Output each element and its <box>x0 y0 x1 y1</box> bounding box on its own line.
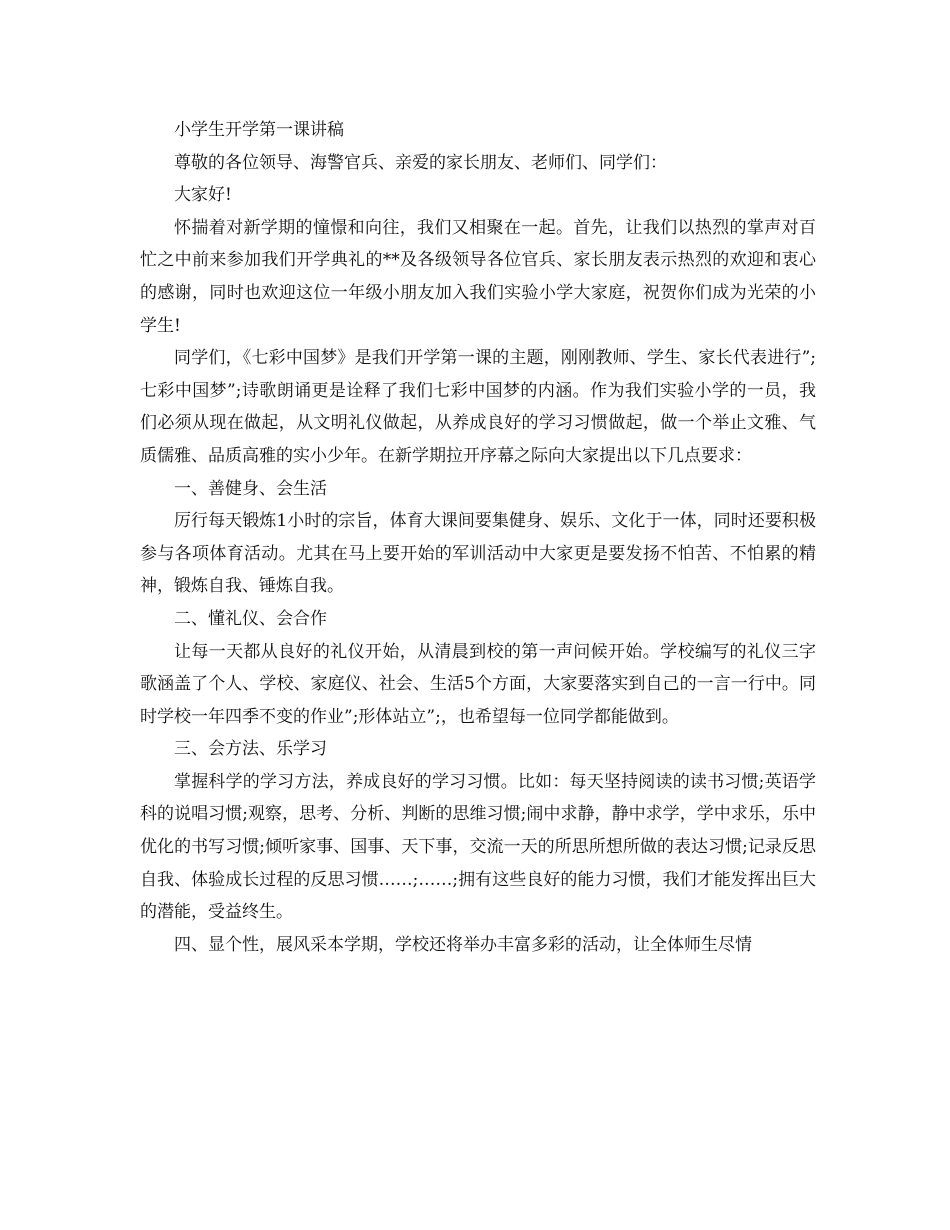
body-paragraph: 同学们，《七彩中国梦》是我们开学第一课的主题，刚刚教师、学生、家长代表进行”;七彩中国梦”;诗歌朗诵更是诠释了我们七彩中国梦的内涵。作为我们实验小学的一员，我们必须从现在做起，从文明礼仪做起，从养成良好的学习习惯做起，做一个举止文雅、气质儒雅、品质高雅的实小少年。在新学期拉开序幕之际向大家提出以下几点要求： <box>140 348 816 466</box>
document-title: 小学生开学第一课讲稿 <box>174 120 344 140</box>
section-heading: 三、会方法、乐学习 <box>174 739 327 760</box>
document-page <box>140 114 816 961</box>
section-heading: 一、善健身、会生活 <box>174 478 327 499</box>
body-paragraph: 掌握科学的学习方法，养成良好的学习习惯。比如：每天坚持阅读的读书习惯;英语学科的说唱习惯;观察，思考、分析、判断的思维习惯;闹中求静，静中求学，学中求乐，乐中优化的书写习惯;倾听家事、国事、天下事，交流一天的所思所想所做的表达习惯;记录反思自我、体验成长过程的反思习惯……;……;拥有这些良好的能力习惯，我们才能发挥出巨大的潜能，受益终生。 <box>140 771 816 923</box>
body-paragraph: 四、显个性，展风采本学期，学校还将举办丰富多彩的活动，让全体师生尽情 <box>174 934 752 955</box>
body-paragraph: 让每一天都从良好的礼仪开始，从清晨到校的第一声问候开始。学校编写的礼仪三字歌涵盖了个人、学校、家庭仪、社会、生活5个方面，大家要落实到自己的一言一行中。同时学校一年四季不变的作业”;形体站立”;，也希望每一位同学都能做到。 <box>140 641 816 727</box>
salutation: 尊敬的各位领导、海警官兵、亲爱的家长朋友、老师们、同学们： <box>174 152 667 173</box>
body-paragraph: 怀揣着对新学期的憧憬和向往，我们又相聚在一起。首先，让我们以热烈的掌声对百忙之中前来参加我们开学典礼的**及各级领导各位官兵、家长朋友表示热烈的欢迎和衷心的感谢，同时也欢迎这位一年级小朋友加入我们实验小学大家庭，祝贺你们成为光荣的小学生! <box>140 217 816 336</box>
body-paragraph: 厉行每天锻炼1小时的宗旨，体育大课间要集健身、娱乐、文化于一体，同时还要积极参与各项体育活动。尤其在马上要开始的军训活动中大家更是要发扬不怕苦、不怕累的精神，锻炼自我、锤炼自我。 <box>140 511 816 597</box>
section-heading: 二、懂礼仪、会合作 <box>174 608 327 629</box>
greeting: 大家好! <box>174 185 232 206</box>
